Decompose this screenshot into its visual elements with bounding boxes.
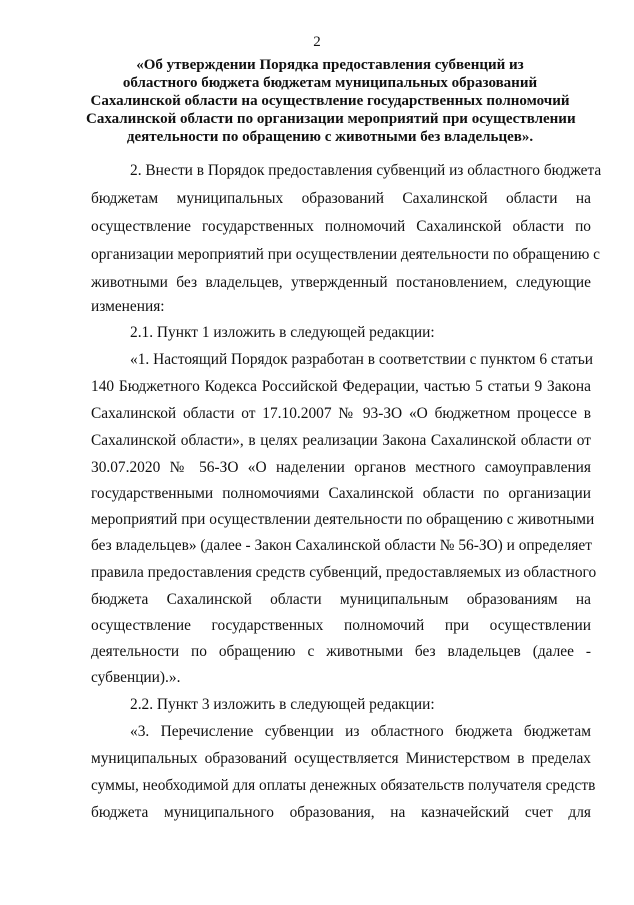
title-line: «Об утверждении Порядка предоставления субвенций из <box>136 57 524 73</box>
paragraph-line: бюджета Сахалинской области муниципальным образованиям на <box>91 591 591 608</box>
paragraph-line: суммы, необходимой для оплаты денежных обязательств получателя средств <box>91 777 596 794</box>
paragraph-line: правила предоставления средств субвенций, предоставляемых из областного <box>91 564 597 581</box>
title-line: деятельности по обращению с животными без владельцев». <box>126 129 534 145</box>
paragraph-line: осуществление государственных полномочий Сахалинской области по <box>91 218 591 235</box>
paragraph-line: Сахалинской области от 17.10.2007 № 93-ЗО «О бюджетном процессе в <box>91 405 591 422</box>
title-line: областного бюджета бюджетам муниципальных образований <box>122 75 538 91</box>
paragraph-line: Сахалинской области», в целях реализации Закона Сахалинской области от <box>91 432 591 449</box>
paragraph-line: муниципальных образований осуществляется Министерством в пределах <box>91 750 591 767</box>
paragraph-line: 2.2. Пункт 3 изложить в следующей редакции: <box>130 696 435 713</box>
paragraph-line: государственными полномочиями Сахалинской области по организации <box>91 485 591 502</box>
paragraph-line: организации мероприятий при осуществлении деятельности по обращению с <box>91 246 601 263</box>
paragraph-line: без владельцев» (далее - Закон Сахалинской области № 56-ЗО) и определяет <box>91 537 592 554</box>
paragraph-line: 30.07.2020 № 56-ЗО «О наделении органов местного самоуправления <box>91 459 591 476</box>
paragraph-line: деятельности по обращению с животными без владельцев (далее - <box>91 643 591 660</box>
paragraph-line: 2.1. Пункт 1 изложить в следующей редакции: <box>130 324 435 341</box>
paragraph-line: бюджетам муниципальных образований Сахалинской области на <box>91 190 591 207</box>
title-line: Сахалинской области на осуществление государственных полномочий <box>90 93 570 109</box>
document-title <box>86 56 574 146</box>
paragraph-line: субвенции).». <box>91 669 181 686</box>
paragraph-line: 140 Бюджетного Кодекса Российской Федерации, частью 5 статьи 9 Закона <box>91 378 591 395</box>
title-line: Сахалинской области по организации мероприятий при осуществлении <box>86 111 576 127</box>
paragraph-line: бюджета муниципального образования, на казначейский счет для <box>91 804 591 821</box>
paragraph-line: 2. Внести в Порядок предоставления субвенций из областного бюджета <box>130 162 602 179</box>
paragraph-line: «3. Перечисление субвенции из областного бюджета бюджетам <box>130 723 591 740</box>
paragraph-line: животными без владельцев, утвержденный постановлением, следующие <box>91 274 591 291</box>
paragraph-line: мероприятий при осуществлении деятельности по обращению с животными <box>91 511 595 528</box>
paragraph-line: «1. Настоящий Порядок разработан в соответствии с пунктом 6 статьи <box>130 351 594 368</box>
paragraph-line: изменения: <box>91 298 165 315</box>
page-number: 2 <box>313 34 321 50</box>
paragraph-line: осуществление государственных полномочий при осуществлении <box>91 617 591 634</box>
